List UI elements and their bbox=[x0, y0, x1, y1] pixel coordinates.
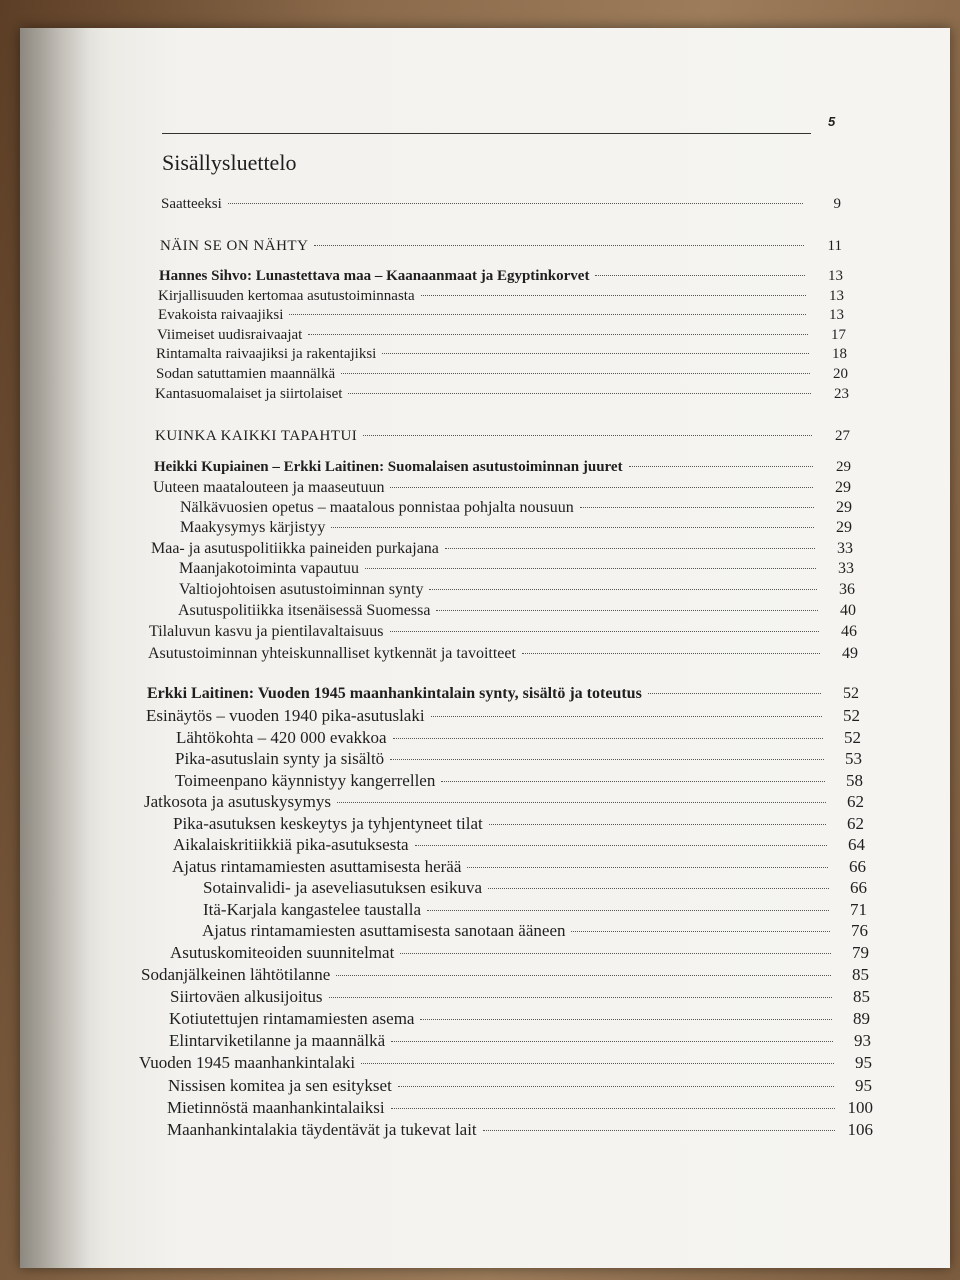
toc-entry-title: Valtiojohtoisen asutustoiminnan synty bbox=[179, 581, 424, 598]
toc-entry bbox=[156, 366, 848, 383]
toc-leader-dots bbox=[571, 931, 830, 932]
toc-entry-title: Elintarviketilanne ja maannälkä bbox=[169, 1031, 386, 1050]
toc-entry-page: 62 bbox=[847, 792, 864, 811]
toc-entry bbox=[180, 519, 852, 537]
toc-entry bbox=[175, 771, 863, 791]
toc-entry bbox=[144, 792, 864, 812]
page-title: Sisällysluettelo bbox=[162, 150, 297, 175]
toc-entry-page: 29 bbox=[836, 499, 852, 516]
toc-leader-dots bbox=[363, 435, 812, 436]
toc-entry-title: Vuoden 1945 maanhankintalaki bbox=[139, 1053, 356, 1072]
toc-entry-page: 46 bbox=[841, 623, 857, 640]
toc-entry bbox=[169, 1031, 871, 1051]
toc-entry bbox=[202, 921, 868, 941]
toc-entry-title: KUINKA KAIKKI TAPAHTUI bbox=[155, 428, 358, 444]
toc-entry bbox=[167, 1098, 873, 1118]
toc-entry bbox=[170, 943, 869, 963]
toc-entry-title: Nissisen komitea ja sen esitykset bbox=[168, 1076, 392, 1095]
toc-entry bbox=[151, 540, 853, 558]
toc-leader-dots bbox=[436, 610, 818, 611]
toc-entry-page: 33 bbox=[838, 560, 854, 577]
toc-entry-title: Pika-asutuslain synty ja sisältö bbox=[175, 749, 385, 768]
toc-entry-page: 13 bbox=[829, 288, 844, 304]
toc-entry-page: 53 bbox=[845, 749, 862, 768]
toc-entry-page: 49 bbox=[842, 645, 858, 662]
toc-entry bbox=[180, 499, 852, 517]
toc-entry-page: 27 bbox=[835, 428, 850, 444]
toc-entry-title: Pika-asutuksen keskeytys ja tyhjentyneet tilat bbox=[173, 814, 483, 833]
toc-entry-title: Jatkosota ja asutuskysymys bbox=[144, 792, 331, 811]
toc-entry-title: Evakoista raivaajiksi bbox=[158, 307, 284, 323]
toc-entry-page: 13 bbox=[828, 268, 843, 284]
toc-entry-page: 106 bbox=[847, 1120, 873, 1139]
toc-leader-dots bbox=[398, 1086, 834, 1087]
toc-entry bbox=[158, 288, 844, 305]
toc-entry-page: 95 bbox=[855, 1053, 872, 1072]
toc-leader-dots bbox=[391, 1041, 833, 1042]
toc-entry bbox=[149, 623, 857, 641]
toc-entry-title: Asutustoiminnan yhteiskunnalliset kytkennät ja tavoitteet bbox=[148, 645, 516, 662]
toc-entry-title: Sodan satuttamien maannälkä bbox=[156, 366, 336, 382]
toc-leader-dots bbox=[580, 507, 814, 508]
toc-entry-title: Kotiutettujen rintamamiesten asema bbox=[169, 1009, 415, 1028]
toc-leader-dots bbox=[441, 781, 825, 782]
toc-leader-dots bbox=[390, 631, 820, 632]
toc-entry-page: 95 bbox=[855, 1076, 872, 1095]
toc-entry-title: Uuteen maatalouteen ja maaseutuun bbox=[153, 479, 385, 496]
toc-leader-dots bbox=[431, 716, 822, 717]
toc-leader-dots bbox=[429, 589, 817, 590]
toc-entry-title: Aikalaiskritiikkiä pika-asutuksesta bbox=[173, 835, 409, 854]
toc-leader-dots bbox=[341, 373, 810, 374]
toc-leader-dots bbox=[336, 975, 831, 976]
toc-entry-title: Heikki Kupiainen – Erkki Laitinen: Suomalaisen asutustoiminnan juuret bbox=[154, 459, 623, 475]
toc-leader-dots bbox=[393, 738, 823, 739]
toc-entry-page: 89 bbox=[853, 1009, 870, 1028]
toc-leader-dots bbox=[390, 759, 824, 760]
toc-entry-page: 71 bbox=[850, 900, 867, 919]
toc-entry bbox=[179, 560, 854, 578]
page-number: 5 bbox=[828, 114, 836, 129]
toc-entry-title: Viimeiset uudisraivaajat bbox=[157, 327, 303, 343]
toc-entry-title: Tilaluvun kasvu ja pientilavaltaisuus bbox=[149, 623, 384, 640]
toc-entry-page: 11 bbox=[827, 238, 842, 254]
toc-leader-dots bbox=[489, 824, 826, 825]
toc-entry bbox=[154, 459, 851, 476]
toc-leader-dots bbox=[595, 275, 805, 276]
toc-entry bbox=[155, 386, 849, 403]
toc-leader-dots bbox=[421, 295, 806, 296]
toc-entry bbox=[160, 238, 842, 255]
toc-entry bbox=[147, 685, 859, 703]
toc-entry-title: Sodanjälkeinen lähtötilanne bbox=[141, 965, 331, 984]
toc-leader-dots bbox=[648, 693, 821, 694]
toc-entry-title: Hannes Sihvo: Lunastettava maa – Kaanaanmaat ja Egyptinkorvet bbox=[159, 268, 590, 284]
toc-entry-title: Maanhankintalakia täydentävät ja tukevat lait bbox=[167, 1120, 477, 1139]
toc-entry bbox=[159, 268, 843, 285]
toc-leader-dots bbox=[415, 845, 827, 846]
toc-entry-title: Ajatus rintamamiesten asuttamisesta sanotaan ääneen bbox=[202, 921, 566, 940]
toc-entry-page: 52 bbox=[843, 685, 859, 702]
toc-entry-page: 64 bbox=[848, 835, 865, 854]
toc-entry-title: Kirjallisuuden kertomaa asutustoiminnasta bbox=[158, 288, 415, 304]
toc-leader-dots bbox=[337, 802, 826, 803]
toc-entry bbox=[157, 327, 846, 344]
toc-entry-page: 100 bbox=[847, 1098, 873, 1117]
toc-leader-dots bbox=[228, 203, 803, 204]
toc-entry-title: Itä-Karjala kangastelee taustalla bbox=[203, 900, 422, 919]
toc-entry-page: 52 bbox=[843, 706, 860, 725]
toc-entry bbox=[203, 878, 867, 898]
toc-leader-dots bbox=[445, 548, 815, 549]
toc-leader-dots bbox=[308, 334, 808, 335]
book-spine-shadow bbox=[20, 28, 90, 1268]
header-rule bbox=[162, 133, 811, 134]
toc-entry bbox=[176, 728, 861, 748]
toc-leader-dots bbox=[361, 1063, 834, 1064]
toc-entry-page: 29 bbox=[836, 519, 852, 536]
toc-entry bbox=[155, 428, 850, 445]
toc-leader-dots bbox=[420, 1019, 832, 1020]
toc-entry bbox=[139, 1053, 872, 1073]
toc-entry-page: 79 bbox=[852, 943, 869, 962]
toc-entry-page: 40 bbox=[840, 602, 856, 619]
toc-entry bbox=[153, 479, 851, 497]
toc-entry-title: Sotainvalidi- ja aseveliasutuksen esikuva bbox=[203, 878, 483, 897]
toc-entry bbox=[169, 1009, 870, 1029]
toc-entry-page: 29 bbox=[836, 459, 851, 475]
toc-entry-title: Maakysymys kärjistyy bbox=[180, 519, 326, 536]
toc-entry-title: Erkki Laitinen: Vuoden 1945 maanhankintalain synty, sisältö ja toteutus bbox=[147, 685, 642, 702]
toc-leader-dots bbox=[289, 314, 806, 315]
toc-entry-page: 58 bbox=[846, 771, 863, 790]
toc-leader-dots bbox=[329, 997, 832, 998]
toc-leader-dots bbox=[365, 568, 816, 569]
toc-entry-page: 33 bbox=[837, 540, 853, 557]
toc-leader-dots bbox=[629, 466, 813, 467]
toc-entry bbox=[141, 965, 869, 985]
toc-entry-title: Siirtoväen alkusijoitus bbox=[170, 987, 323, 1006]
toc-leader-dots bbox=[400, 953, 831, 954]
toc-entry-page: 36 bbox=[839, 581, 855, 598]
toc-entry bbox=[167, 1120, 873, 1140]
toc-entry-title: Asutuspolitiikka itsenäisessä Suomessa bbox=[178, 602, 431, 619]
toc-entry-title: NÄIN SE ON NÄHTY bbox=[160, 238, 309, 254]
toc-entry-page: 29 bbox=[835, 479, 851, 496]
toc-leader-dots bbox=[483, 1130, 835, 1131]
toc-entry-title: Rintamalta raivaajiksi ja rakentajiksi bbox=[156, 346, 377, 362]
toc-entry-title: Nälkävuosien opetus – maatalous ponnistaa pohjalta nousuun bbox=[180, 499, 574, 516]
toc-leader-dots bbox=[488, 888, 829, 889]
toc-leader-dots bbox=[331, 527, 814, 528]
toc-leader-dots bbox=[314, 245, 804, 246]
toc-entry bbox=[179, 581, 855, 599]
toc-entry bbox=[173, 814, 864, 834]
toc-leader-dots bbox=[391, 1108, 835, 1109]
toc-entry-page: 66 bbox=[850, 878, 867, 897]
toc-entry-page: 66 bbox=[849, 857, 866, 876]
toc-entry-page: 93 bbox=[854, 1031, 871, 1050]
toc-entry-title: Kantasuomalaiset ja siirtolaiset bbox=[155, 386, 343, 402]
toc-entry-title: Asutuskomiteoiden suunnitelmat bbox=[170, 943, 395, 962]
toc-entry bbox=[156, 346, 847, 363]
toc-entry-page: 62 bbox=[847, 814, 864, 833]
toc-entry bbox=[170, 987, 870, 1007]
toc-entry-title: Mietinnöstä maanhankintalaiksi bbox=[167, 1098, 385, 1117]
toc-entry-page: 17 bbox=[831, 327, 846, 343]
toc-entry-page: 52 bbox=[844, 728, 861, 747]
toc-entry-page: 9 bbox=[833, 196, 841, 212]
toc-entry-page: 85 bbox=[852, 965, 869, 984]
toc-entry-page: 20 bbox=[833, 366, 848, 382]
toc-entry bbox=[178, 602, 856, 620]
toc-entry-title: Maanjakotoiminta vapautuu bbox=[179, 560, 359, 577]
toc-entry-title: Maa- ja asutuspolitiikka paineiden purkajana bbox=[151, 540, 439, 557]
toc-entry-page: 18 bbox=[832, 346, 847, 362]
toc-entry bbox=[175, 749, 862, 769]
toc-entry-title: Saatteeksi bbox=[161, 196, 222, 212]
toc-entry-page: 85 bbox=[853, 987, 870, 1006]
toc-entry-page: 76 bbox=[851, 921, 868, 940]
toc-entry-title: Toimeenpano käynnistyy kangerrellen bbox=[175, 771, 436, 790]
toc-leader-dots bbox=[522, 653, 820, 654]
toc-entry-title: Esinäytös – vuoden 1940 pika-asutuslaki bbox=[146, 706, 425, 725]
toc-entry-page: 13 bbox=[829, 307, 844, 323]
toc-leader-dots bbox=[382, 353, 809, 354]
toc-entry bbox=[173, 835, 865, 855]
toc-leader-dots bbox=[467, 867, 828, 868]
toc-entry bbox=[172, 857, 866, 877]
toc-entry bbox=[168, 1076, 872, 1096]
toc-entry bbox=[146, 706, 860, 726]
toc-entry-title: Ajatus rintamamiesten asuttamisesta herää bbox=[172, 857, 462, 876]
toc-entry-title: Lähtökohta – 420 000 evakkoa bbox=[176, 728, 387, 747]
toc-entry bbox=[158, 307, 844, 324]
toc-entry-page: 23 bbox=[834, 386, 849, 402]
toc-entry bbox=[203, 900, 867, 920]
toc-leader-dots bbox=[427, 910, 829, 911]
toc-entry bbox=[148, 645, 858, 663]
toc-leader-dots bbox=[390, 487, 813, 488]
toc-entry bbox=[161, 196, 841, 213]
toc-leader-dots bbox=[348, 393, 811, 394]
